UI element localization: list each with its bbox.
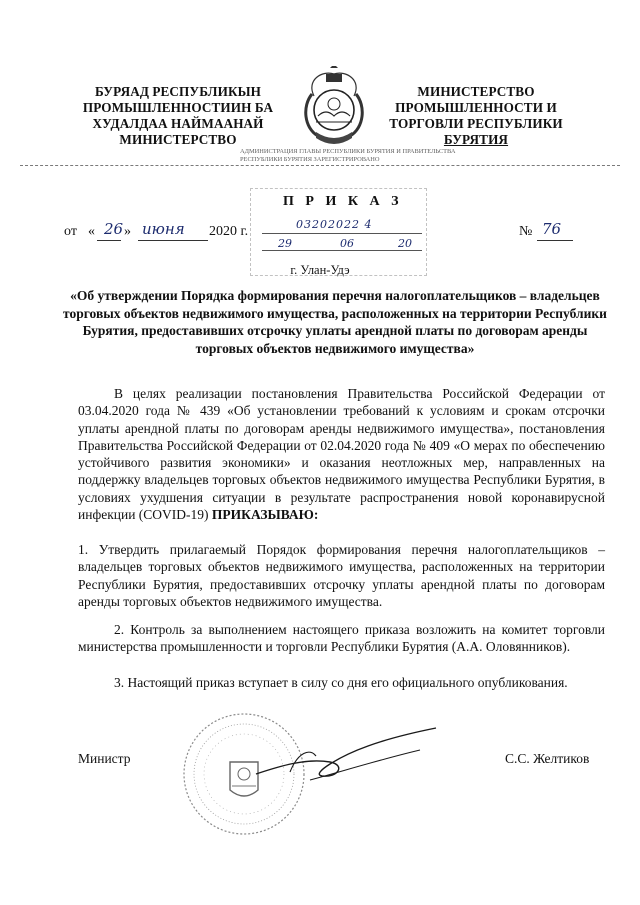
registration-number: 03202022 4 <box>296 218 373 231</box>
header-left-line: БУРЯАД РЕСПУБЛИКЫН <box>94 84 262 99</box>
date-year: 2020 г. <box>209 224 249 239</box>
city: г. Улан-Удэ <box>290 263 350 277</box>
paragraph-preamble <box>78 385 605 523</box>
header-left-line: ПРОМЫШЛЕННОСТИИН БА <box>82 100 274 115</box>
date-month: июня <box>142 220 185 238</box>
header-right-line: ТОРГОВЛИ РЕСПУБЛИКИ <box>389 116 563 131</box>
document-title: «Об утверждении Порядка формирования перечня налогоплательщиков – владельцев торговых объектов недвижимого имущества, расположенных на территории Республики Бурятия, предоставивших отсрочку уплаты арендной платы по договорам аренды торговых объектов недвижимого имущества» <box>63 288 607 356</box>
registration-month: 06 <box>340 237 354 250</box>
registration-number-underline <box>262 233 422 234</box>
date-quote-open: « <box>88 224 95 239</box>
order-number-underline <box>537 240 573 241</box>
registration-day: 29 <box>278 237 292 250</box>
date-prefix: от <box>64 224 77 239</box>
paragraph-item-2: 2. Контроль за выполнением настоящего приказа возложить на комитет торговли министерства промышленности и торговли Республики Бурятия (А.А. Оловянников). <box>78 622 605 655</box>
handwritten-signature <box>250 722 440 792</box>
date-month-underline <box>138 240 208 241</box>
number-prefix: № <box>519 224 533 239</box>
document-type: П Р И К А З <box>283 194 403 209</box>
registration-date-underline <box>262 250 422 251</box>
header-left-line: МИНИСТЕРСТВО <box>119 132 237 147</box>
signer-position: Министр <box>78 751 131 766</box>
date-quote-close: » <box>124 224 131 239</box>
header-right-line: МИНИСТЕРСТВО <box>417 84 535 99</box>
date-day-underline <box>97 240 121 241</box>
paragraph-item-3: 3. Настоящий приказ вступает в силу со дня его официального опубликования. <box>114 675 568 690</box>
paragraph-item-1: 1. Утвердить прилагаемый Порядок формирования перечня налогоплательщиков – владельцев торговых объектов недвижимого имущества, расположенных на территории Республики Бурятия, предоставивших отсрочку уплаты арендной платы по договорам аренды торговых объектов недвижимого имущества. <box>78 542 605 609</box>
header-right-ministry-ru <box>378 84 574 148</box>
header-right-line: БУРЯТИЯ <box>443 132 509 147</box>
signer-name: С.С. Желтиков <box>505 751 590 766</box>
header-left-ministry-bur <box>78 84 278 148</box>
order-number: 76 <box>542 220 562 238</box>
header-left-line: ХУДАЛДАА НАЙМААНАЙ <box>92 116 264 131</box>
coat-of-arms-icon <box>296 66 372 150</box>
date-day: 26 <box>104 220 124 238</box>
registration-stamp-text: АДМИНИСТРАЦИЯ ГЛАВЫ РЕСПУБЛИКИ БУРЯТИЯ И ПРАВИТЕЛЬСТВА РЕСПУБЛИКИ БУРЯТИЯ ЗАРЕГИСТРИРОВАНО <box>240 148 456 163</box>
order-keyword: ПРИКАЗЫВАЮ: <box>211 507 319 523</box>
preamble-text: В целях реализации постановления Правительства Российской Федерации от 03.04.2020 года № 439 «Об установлении требований к условиям и срокам отсрочки уплаты арендной платы по договорам аренды недвижимого имущества», постановления Правительства Российской Федерации от 02.04.2020 года № 409 «О мерах по обеспечению устойчивого развития экономики» и оказания неотложных мер, направленных на поддержку владельцев торговых объектов недвижимого имущества Республики Бурятия, в условиях ухудшения ситуации в результате распространения новой коронавирусной инфекции (COVID-19) <box>78 386 605 523</box>
header-right-line: ПРОМЫШЛЕННОСТИ И <box>395 100 557 115</box>
header-divider <box>20 165 620 166</box>
registration-year: 20 <box>398 237 412 250</box>
